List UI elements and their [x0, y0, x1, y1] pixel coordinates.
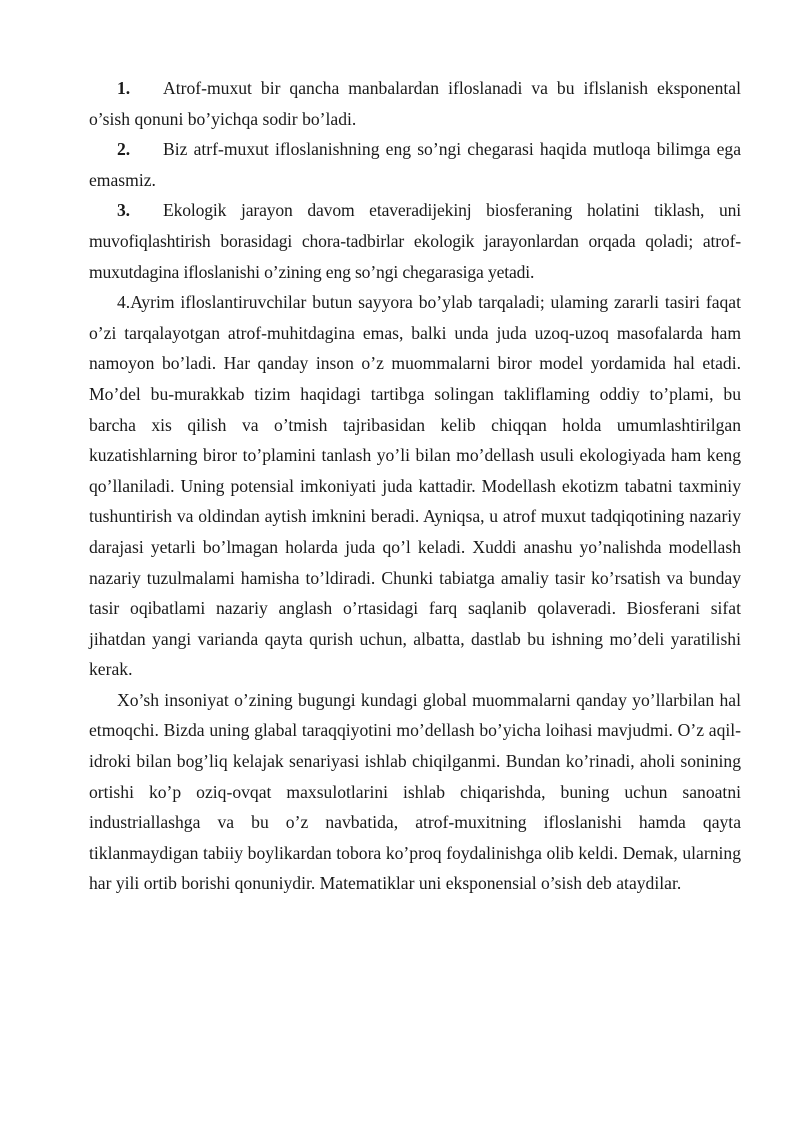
document-body: [89, 73, 741, 899]
item-number: 3.: [117, 200, 130, 221]
numbered-item-1: [89, 73, 741, 134]
numbered-item-3: [89, 195, 741, 287]
paragraph-global-problems: Xo’sh insoniyat o’zining bugungi kundagi global muommalarni qanday yo’llarbilan hal etmoqchi. Bizda uning glabal taraqqiyotini mo’dellash bo’yicha loihasi mavjudmi. O’z aqil-idroki bilan bog’liq kelajak senariyasi ishlab chiqilganmi. Bundan ko’rinadi, aholi sonining ortishi ko’p oziq-ovqat maxsulotlarini ishlab chiqarishda, buning uchun sanoatni industriallashga va bu o’z navbatida, atrof-muxitning ifloslanishi hamda qayta tiklanmaydigan tabiiy boylikardan tobora ko’proq foydalinishga olib keldi. Demak, ularning har yili ortib borishi qonuniydir. Matematiklar uni eksponensial o’sish deb ataydilar.: [89, 689, 741, 894]
item-text: Atrof-muxut bir qancha manbalardan ifloslanadi va bu iflslanish eksponental o’sish qonuni bo’yichqa sodir bo’ladi.: [89, 78, 741, 129]
item-text: Ekologik jarayon davom etaveradijekinj biosferaning holatini tiklash, uni muvofiqlashtirish borasidagi chora-tadbirlar ekologik jarayonlardan orqada qoladi; atrof- muxutdagina ifloslanishi o’zining eng so’ngi chegarasiga yetadi.: [89, 200, 741, 282]
item-number: 2.: [117, 139, 131, 160]
numbered-item-2: [89, 134, 741, 195]
item-number: 1.: [117, 78, 131, 98]
item-text: Biz atrf-muxut ifloslanishning eng so’ngi chegarasi haqida mutloqa bilimga ega emasmiz.: [89, 139, 741, 190]
paragraph-modelling: 4.Ayrim ifloslantiruvchilar butun sayyora bo’ylab tarqaladi; ulaming zararli tasiri faqat o’zi tarqalayotgan atrof-muhitdagina emas, balki unda juda uzoq-uzoq masofalarda ham namoyon bo’ladi. Har qanday inson o’z muommalarni biror model yordamida hal etadi. Mo’del bu-murakkab tizim haqidagi tartibga solingan takliflaming oddiy to’plami, bu barcha xis qilish va o’tmish tajribasidan kelib chiqqan holda umumlashtirilgan kuzatishlarning biror to’plamini tanlash yo’li bilan mo’dellash usuli ekologiyada ham keng qo’llaniladi. Uning potensial imkoniyati juda kattadir. Modellash ekotizm tabatni taxminiy tushuntirish va oldindan aytish imknini beradi. Ayniqsa, u atrof muxut tadqiqotining nazariy darajasi yetarli bo’lmagan holarda juda qo’l keladi. Xuddi anashu yo’nalishda modellash nazariy tuzulmalami hamisha to’ldiradi. Chunki tabiatga amaliy tasir ko’rsatish va bunday tasir oqibatlami nazariy anglash o’rtasidagi farq saqlanib qolaveradi. Biosferani sifat jihatdan yangi varianda qayta qurish uchun, albatta, dastlab bu ishning mo’deli yaratilishi kerak.: [89, 292, 741, 680]
